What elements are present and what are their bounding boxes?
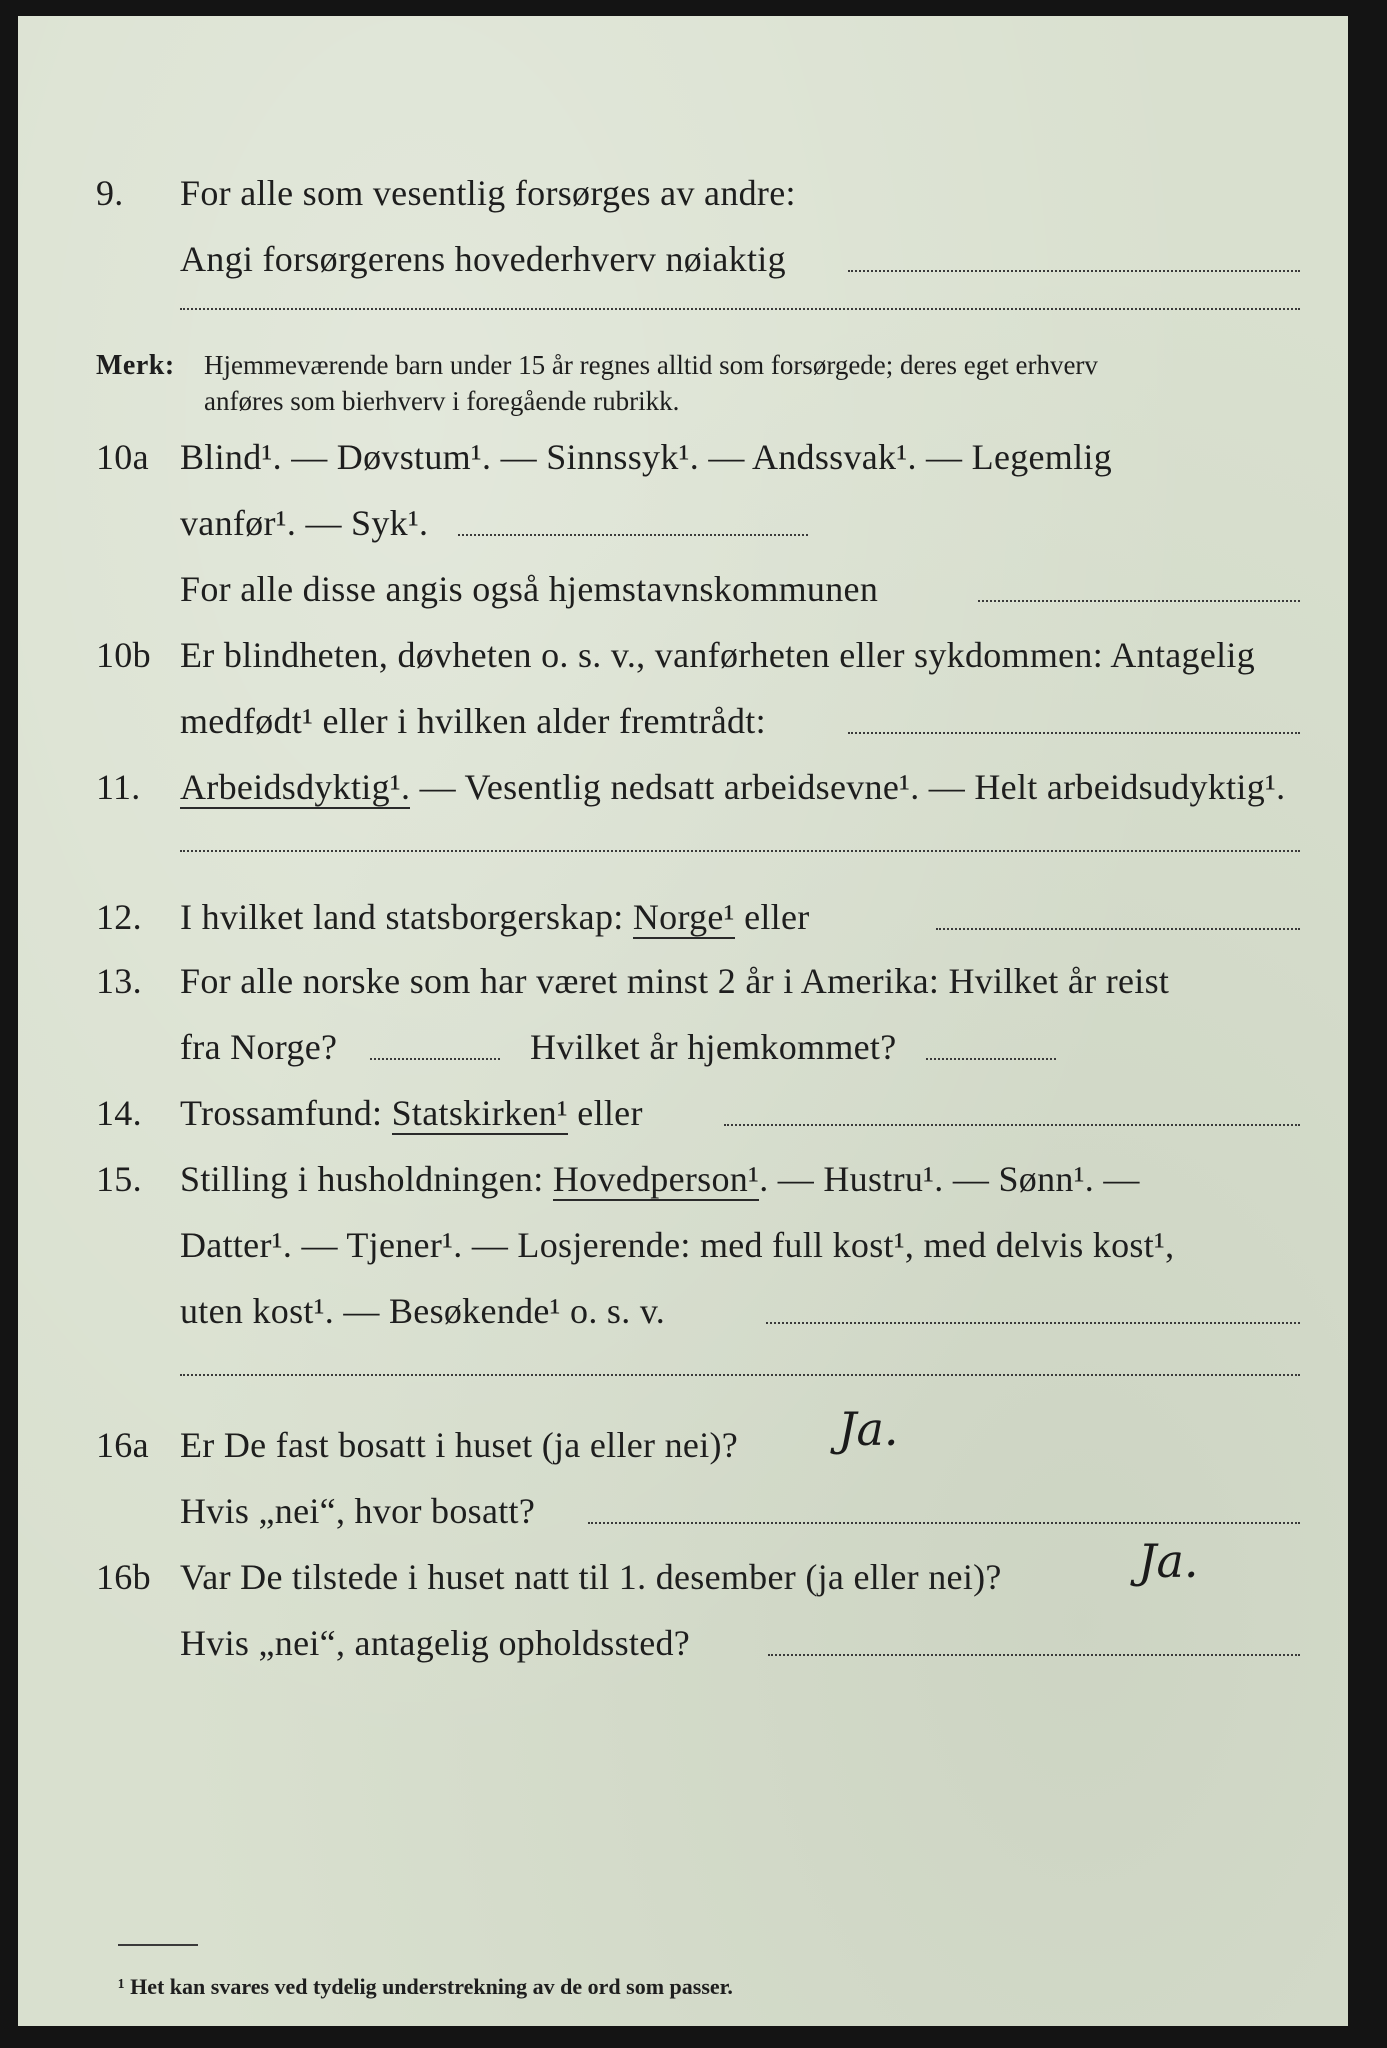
reist-year-line[interactable] bbox=[370, 1058, 500, 1060]
merk-label: Merk: bbox=[96, 350, 175, 381]
question-15-row-3 bbox=[18, 1282, 1348, 1338]
question-9-extra-line[interactable] bbox=[180, 308, 1300, 310]
question-12-row bbox=[18, 888, 1348, 944]
question-16a-number: 16a bbox=[96, 1425, 149, 1465]
question-15-options-3: uten kost¹. — Besøkende¹ o. s. v. bbox=[180, 1291, 666, 1331]
question-11-row bbox=[18, 758, 1348, 814]
question-10b-row-1 bbox=[18, 626, 1348, 682]
question-14-post: eller bbox=[568, 1093, 643, 1133]
question-10b-row-2 bbox=[18, 692, 1348, 748]
question-14-row bbox=[18, 1084, 1348, 1140]
question-12-answer-line[interactable] bbox=[936, 928, 1300, 930]
hjemkommet-year-line[interactable] bbox=[926, 1058, 1056, 1060]
question-9-row-2 bbox=[18, 230, 1348, 286]
question-10b-number: 10b bbox=[96, 635, 151, 675]
question-15-row-2 bbox=[18, 1216, 1348, 1272]
question-15-pre: Stilling i husholdningen: bbox=[180, 1159, 553, 1199]
footnote-rule bbox=[118, 1944, 198, 1946]
footnote: ¹ Het kan svares ved tydelig understrekning av de ord som passer. bbox=[118, 1974, 733, 1999]
question-10b-text: Er blindheten, døvheten o. s. v., vanførheten eller sykdommen: Antagelig bbox=[180, 635, 1256, 675]
question-10a-row-2 bbox=[18, 494, 1348, 550]
question-16a-row-1 bbox=[18, 1416, 1348, 1472]
question-16b-handwritten-answer[interactable]: Ja. bbox=[1138, 1534, 1199, 1588]
question-15-extra-line[interactable] bbox=[180, 1374, 1300, 1376]
merk-text-1: Hjemmeværende barn under 15 år regnes alltid som forsørgede; deres eget erhverv bbox=[204, 350, 1098, 380]
question-16b-number: 16b bbox=[96, 1557, 151, 1597]
question-15-number: 15. bbox=[96, 1159, 142, 1199]
merk-text-2: anføres som bierhverv i foregående rubrikk. bbox=[204, 386, 680, 416]
question-11-rest: — Vesentlig nedsatt arbeidsevne¹. — Helt arbeidsudyktig¹. bbox=[410, 767, 1286, 807]
question-10a-row-1 bbox=[18, 428, 1348, 484]
question-12-text bbox=[180, 896, 810, 938]
question-16b-text: Var De tilstede i huset natt til 1. desember (ja eller nei)? bbox=[180, 1557, 1002, 1597]
question-15-text bbox=[180, 1158, 1140, 1200]
question-13-row-1 bbox=[18, 952, 1348, 1008]
question-10a-row-3 bbox=[18, 560, 1348, 616]
question-10a-options: Blind¹. — Døvstum¹. — Sinnssyk¹. — Andssvak¹. — Legemlig bbox=[180, 437, 1113, 477]
question-16b-answer-line[interactable] bbox=[768, 1654, 1300, 1656]
question-15-row-1 bbox=[18, 1150, 1348, 1206]
question-12-post: eller bbox=[734, 897, 810, 937]
question-16a-answer-line[interactable] bbox=[588, 1522, 1300, 1524]
question-12-number: 12. bbox=[96, 897, 142, 937]
question-9-number: 9. bbox=[96, 173, 124, 213]
question-13-hjemkommet-prompt: Hvilket år hjemkommet? bbox=[530, 1027, 897, 1067]
question-11-extra-line[interactable] bbox=[180, 850, 1300, 852]
question-13-reist-prompt: fra Norge? bbox=[180, 1027, 338, 1067]
question-9-text: For alle som vesentlig forsørges av andre: bbox=[180, 173, 796, 213]
question-14-text bbox=[180, 1092, 643, 1134]
question-10b-answer-line[interactable] bbox=[848, 732, 1300, 734]
question-15-options-2: Datter¹. — Tjener¹. — Losjerende: med full kost¹, med delvis kost¹, bbox=[180, 1225, 1175, 1265]
option-statskirken-underlined[interactable]: Statskirken¹ bbox=[391, 1093, 568, 1133]
question-13-number: 13. bbox=[96, 961, 142, 1001]
question-13-row-2 bbox=[18, 1018, 1348, 1074]
option-hovedperson-underlined[interactable]: Hovedperson¹ bbox=[552, 1159, 760, 1199]
question-16a-handwritten-answer[interactable]: Ja. bbox=[838, 1402, 899, 1456]
question-14-answer-line[interactable] bbox=[724, 1124, 1300, 1126]
question-9-prompt: Angi forsørgerens hovederhverv nøiaktig bbox=[180, 239, 786, 279]
question-16a-row-2 bbox=[18, 1482, 1348, 1538]
census-form bbox=[18, 16, 1348, 2026]
question-10a-options-2: vanfør¹. — Syk¹. bbox=[180, 503, 429, 543]
question-14-number: 14. bbox=[96, 1093, 142, 1133]
question-10b-prompt: medfødt¹ eller i hvilken alder fremtrådt: bbox=[180, 701, 766, 741]
question-10a-prompt: For alle disse angis også hjemstavnskommunen bbox=[180, 569, 879, 609]
question-10a-number: 10a bbox=[96, 437, 149, 477]
option-arbeidsdyktig-underlined[interactable]: Arbeidsdyktig¹. bbox=[180, 767, 411, 807]
question-13-text: For alle norske som har været minst 2 år i Amerika: Hvilket år reist bbox=[180, 961, 1170, 1001]
question-12-pre: I hvilket land statsborgerskap: bbox=[180, 897, 633, 937]
question-10a-answer-line[interactable] bbox=[458, 534, 808, 536]
option-norge-underlined[interactable]: Norge¹ bbox=[632, 897, 735, 937]
question-16a-prompt: Hvis „nei“, hvor bosatt? bbox=[180, 1491, 536, 1531]
question-11-options bbox=[180, 766, 1285, 808]
question-11-number: 11. bbox=[96, 767, 141, 807]
form-page bbox=[18, 16, 1348, 2026]
question-9-answer-line[interactable] bbox=[848, 270, 1300, 272]
question-16b-row-2 bbox=[18, 1614, 1348, 1670]
question-16a-text: Er De fast bosatt i huset (ja eller nei)? bbox=[180, 1425, 739, 1465]
question-14-pre: Trossamfund: bbox=[180, 1093, 392, 1133]
question-16b-prompt: Hvis „nei“, antagelig opholdssted? bbox=[180, 1623, 691, 1663]
question-9-row-1 bbox=[18, 164, 1348, 220]
question-15-post: . — Hustru¹. — Sønn¹. — bbox=[759, 1159, 1140, 1199]
hjemstavnskommune-line[interactable] bbox=[978, 600, 1300, 602]
question-15-answer-line[interactable] bbox=[766, 1322, 1300, 1324]
